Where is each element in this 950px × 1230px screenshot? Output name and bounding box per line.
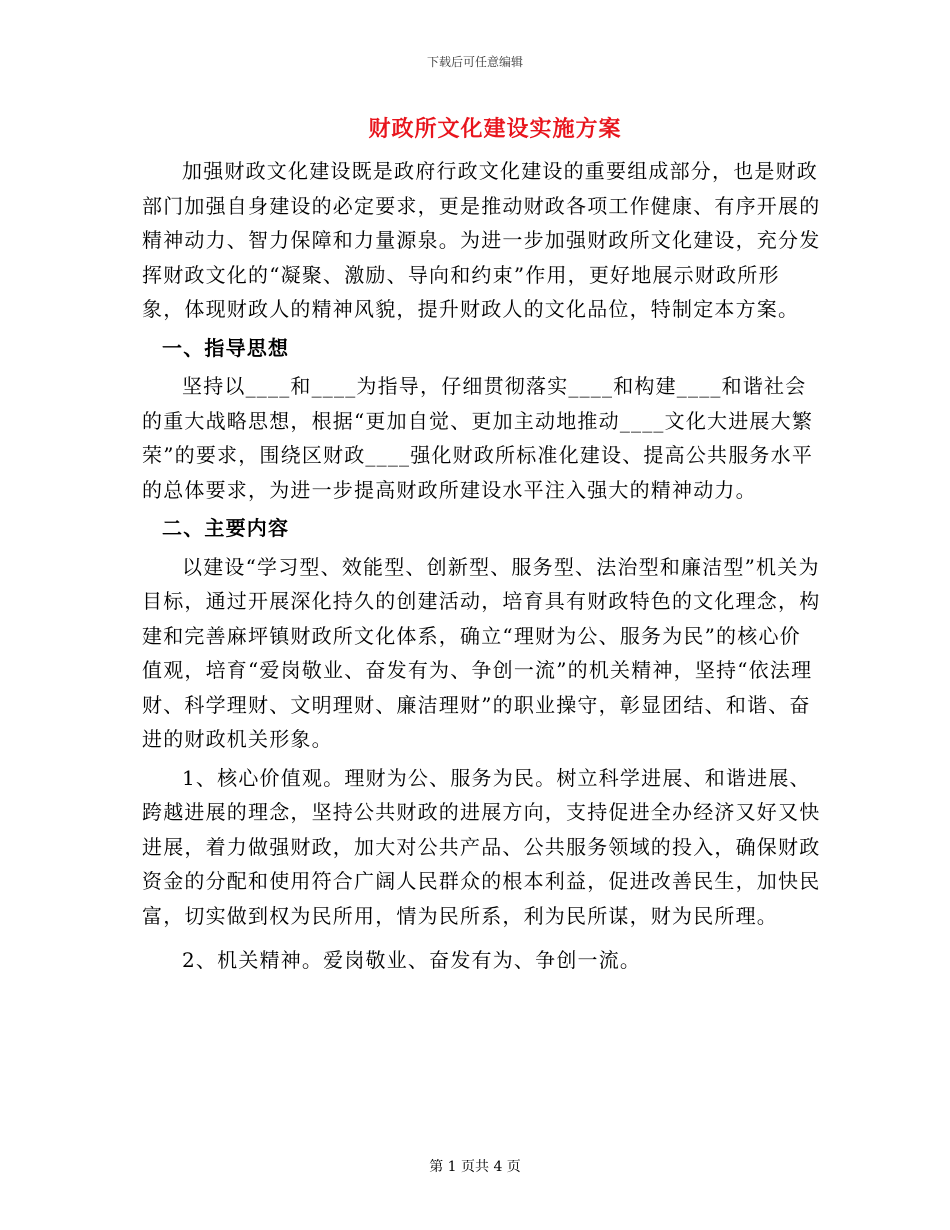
core-values-item: 1、核心价值观。理财为公、服务为民。树立科学进展、和谐进展、跨越进展的理念，坚持公共财政的进展方向，支持促进全办经济又好又快进展，着力做强财政，加大对公共产品、公共服务领域的投入，确保财政资金的分配和使用符合广阔人民群众的根本利益，促进改善民生，加快民富，切实做到权为民所用，情为民所系，利为民所谋，财为民所理。 [142, 765, 821, 928]
page-header: 下载后可任意编辑 [426, 55, 523, 69]
section-heading-main-content: 二、主要内容 [162, 516, 290, 540]
organ-spirit-item: 2、机关精神。爱岗敬业、奋发有为、争创一流。 [182, 948, 642, 972]
guiding-thought-paragraph: 坚持以____和____为指导，仔细贯彻落实____和构建____和谐社会的重大战略思想，根据“更加自觉、更加主动地推动____文化大进展大繁荣”的要求，围绕区财政____强化财政所标准化建设、提高公共服务水平的总体要求，为进一步提高财政所建设水平注入强大的精神动力。 [142, 374, 814, 502]
document-body [142, 154, 822, 978]
section-heading-guiding-thought: 一、指导思想 [162, 335, 290, 360]
page-footer: 第 1 页共 4 页 [429, 1159, 521, 1175]
document-title: 财政所文化建设实施方案 [368, 116, 622, 142]
main-content-paragraph: 以建设“学习型、效能型、创新型、服务型、法治型和廉洁型”机关为目标，通过开展深化持久的创建活动，培育具有财政特色的文化理念，构建和完善麻坪镇财政所文化体系，确立“理财为公、服务为民”的核心价值观，培育“爱岗敬业、奋发有为、争创一流”的机关精神，坚持“依法理财、科学理财、文明理财、廉洁理财”的职业操守，彰显团结、和谐、奋进的财政机关形象。 [142, 554, 821, 751]
intro-paragraph: 加强财政文化建设既是政府行政文化建设的重要组成部分，也是财政部门加强自身建设的必定要求，更是推动财政各项工作健康、有序开展的精神动力、智力保障和力量源泉。为进一步加强财政所文化建设，充分发挥财政文化的“凝聚、激励、导向和约束”作用，更好地展示财政所形象，体现财政人的精神风貌，提升财政人的文化品位，特制定本方案。 [142, 159, 821, 321]
